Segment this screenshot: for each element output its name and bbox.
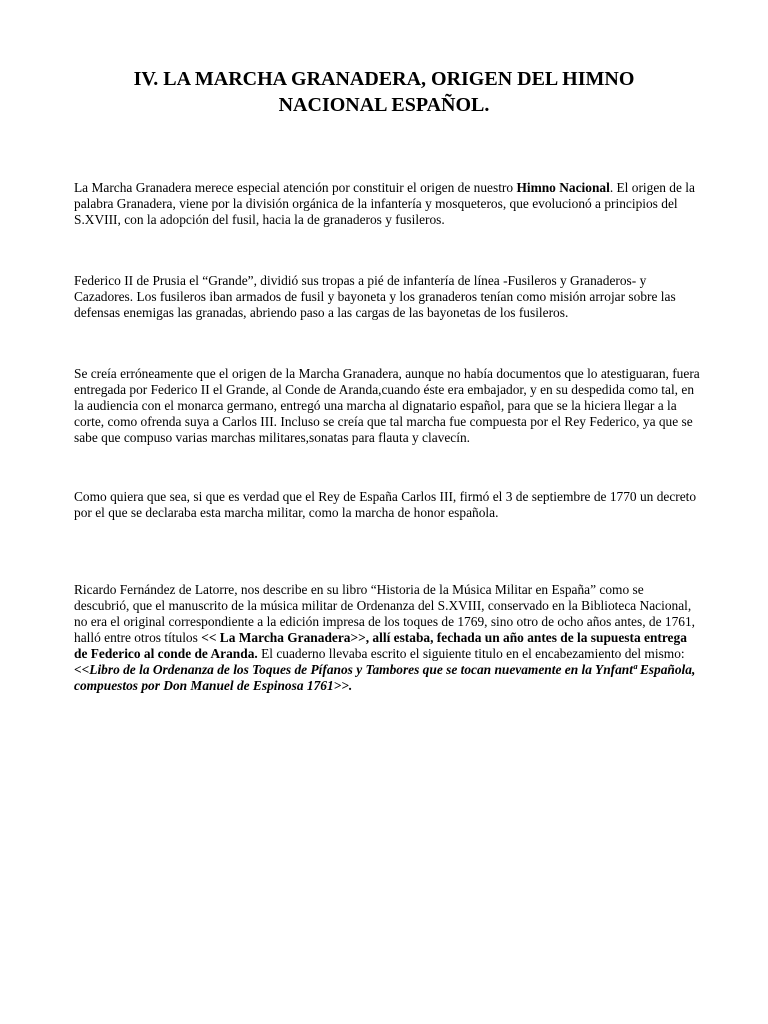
page-title <box>100 66 668 118</box>
paragraph-4: Como quiera que sea, si que es verdad que el Rey de España Carlos III, firmó el 3 de septiembre de 1770 un decreto por el que se declaraba esta marcha militar, como la marcha de honor española. <box>74 489 697 520</box>
paragraph-1-text-c: . El origen de la palabra Granadera, viene por la división orgánica de la infantería y mosqueteros, que evolucionó a principios del S.XVIII, con la adopción del fusil, hacia la de granaderos y fusileros. <box>74 180 695 227</box>
paragraph-5-text-c: El cuaderno llevaba escrito el siguiente titulo en el encabezamiento del mismo: <box>257 646 685 661</box>
paragraph-1-bold-term: Himno Nacional <box>516 180 610 195</box>
paragraph-2: Federico II de Prusia el “Grande”, dividió sus tropas a pié de infantería de línea -Fusileros y Granaderos- y Cazadores. Los fusileros iban armados de fusil y bayoneta y los granaderos tenían como misión arrojar sobre las defensas enemigas las granadas, abriendo paso a las cargas de las bayonetas de los fusileros. <box>74 273 676 320</box>
paragraph-5-bold-italic-title <box>74 662 695 693</box>
paragraph-5-italic-title: <<Libro de la Ordenanza de los Toques de Pífanos y Tambores que se tocan nuevamente en la Ynfantª Española, compuestos por Don Manuel de Espinosa 1761>>. <box>74 662 696 693</box>
paragraph-1-text-a: La Marcha Granadera merece especial atención por constituir el origen de nuestro <box>74 180 517 195</box>
paragraph-5-bold-quote: << La Marcha Granadera>>, allí estaba, fechada un año antes de la supuesta entrega de Federico al conde de Aranda. <box>74 630 687 661</box>
paragraph-3: Se creía erróneamente que el origen de la Marcha Granadera, aunque no había documentos que lo atestiguaran, fuera entregada por Federico II el Grande, al Conde de Aranda,cuando éste era embajador, y en su despedida como tal, en la audiencia con el monarca germano, entregó una marcha al dignatario español, para que se la hiciera llegar a la corte, como ofrenda suya a Carlos III. Incluso se creía que tal marcha fue compuesta por el Rey Federico, ya que se sabe que compuso varias marchas militares,sonatas para flauta y clavecín. <box>74 366 700 445</box>
paragraph-5-text-a: Ricardo Fernández de Latorre, nos describe en su libro “Historia de la Música Militar en España” como se descubrió, que el manuscrito de la música militar de Ordenanza del S.XVIII, conservado en la Biblioteca Nacional, no era el original correspondiente a la edición impresa de los toques de 1769, sino otro de ocho años antes, de 1761, halló entre otros títulos <box>74 582 696 645</box>
paragraph-5 <box>74 582 700 694</box>
title-line-2: NACIONAL ESPAÑOL. <box>278 94 490 116</box>
title-line-1: IV. LA MARCHA GRANADERA, ORIGEN DEL HIMNO <box>133 68 635 90</box>
paragraph-1 <box>74 180 700 228</box>
